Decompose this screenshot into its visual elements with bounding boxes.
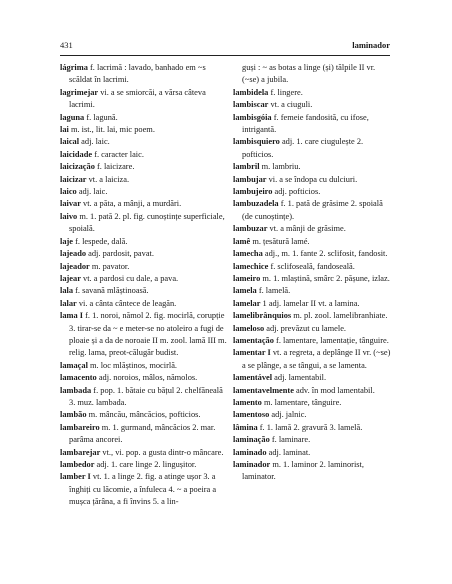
entry-headword: lamentar I	[233, 348, 271, 358]
dictionary-entry	[60, 360, 230, 372]
entry-headword: lamentação	[233, 335, 274, 345]
entry-headword: lambão	[60, 410, 87, 420]
entry-headword: lambada	[60, 385, 92, 395]
entry-headword: lamentável	[233, 373, 273, 383]
entry-headword: lâmina	[233, 422, 258, 432]
dictionary-entry	[233, 397, 393, 409]
dictionary-entry	[60, 112, 230, 124]
dictionary-entry	[233, 236, 393, 248]
dictionary-entry	[60, 149, 230, 161]
entry-headword: lameiro	[233, 273, 261, 283]
dictionary-entry	[233, 372, 393, 384]
dictionary-entry	[233, 347, 393, 372]
entry-definition: m. 1. pată 2. pl. fig. cunoștințe superficiale, spoială.	[69, 211, 225, 234]
dictionary-entry	[60, 261, 230, 273]
entry-headword: laminado	[233, 447, 267, 457]
entry-definition: f. laicizare.	[94, 162, 135, 172]
entry-definition: f. femeie fandosită, cu ifose, intrigantă.	[242, 112, 369, 135]
entry-headword: lambarejar	[60, 447, 101, 457]
dictionary-entry	[60, 248, 230, 260]
dictionary-entry	[60, 310, 230, 360]
dictionary-entry	[233, 409, 393, 421]
entry-headword: lajeador	[60, 261, 90, 271]
entry-headword: lambidela	[233, 87, 269, 97]
dictionary-entry	[60, 409, 230, 421]
entry-headword: lambisgóia	[233, 112, 272, 122]
entry-headword: lambareiro	[60, 422, 100, 432]
entry-definition: adj. 1. care ciugulește 2. pofticios.	[242, 137, 364, 159]
entry-definition: vi. a cânta cântece de leagăn.	[76, 298, 177, 308]
dictionary-entry	[233, 161, 393, 173]
entry-headword: lai	[60, 125, 69, 135]
dictionary-entry	[233, 136, 393, 161]
entry-definition: adj. prevăzut cu lamele.	[264, 323, 347, 333]
entry-definition: adj. laic.	[76, 187, 108, 197]
entry-headword: laicização	[60, 162, 95, 172]
dictionary-entry	[233, 434, 393, 446]
dictionary-entry	[233, 323, 393, 335]
dictionary-entry	[60, 422, 230, 447]
entry-definition: f. laminare.	[269, 435, 311, 445]
left-column	[60, 62, 230, 509]
entry-headword: lambril	[233, 162, 260, 172]
dictionary-entry	[233, 447, 393, 459]
dictionary-entry	[233, 248, 393, 260]
entry-headword: laivo	[60, 211, 78, 221]
entry-definition: vi. a se îndopa cu dulciuri.	[266, 174, 358, 184]
entry-definition: vt. a laiciza.	[86, 174, 130, 184]
dictionary-entry	[233, 198, 393, 223]
entry-headword: lamelibrânquios	[233, 311, 292, 321]
dictionary-entry	[60, 298, 230, 310]
dictionary-entry	[60, 124, 230, 136]
entry-headword: lambujar	[233, 174, 267, 184]
entry-headword: lama I	[60, 311, 84, 321]
entry-definition: 1 adj. lamelar II vt. a lamina.	[260, 298, 360, 308]
entry-definition: f. lagună.	[84, 112, 118, 122]
entry-headword: lamê	[233, 236, 251, 246]
dictionary-entry	[233, 87, 393, 99]
entry-headword: laical	[60, 137, 80, 147]
entry-definition: vi. a se smiorcăi, a vărsa câteva lacrimi.	[69, 87, 206, 110]
header-rule	[60, 55, 390, 56]
entry-definition: vt. a pardosi cu dale, a pava.	[80, 273, 179, 283]
entry-headword: lambiscar	[233, 100, 269, 110]
entry-definition: m. 1. laminor 2. laminorist, laminator.	[242, 460, 364, 482]
dictionary-entry	[233, 385, 393, 397]
entry-definition: adj., m. 1. fante 2. sclifosit, fandosit.	[262, 249, 388, 259]
dictionary-entry	[60, 198, 230, 210]
entry-headword: lamechice	[233, 261, 269, 271]
entry-headword: lamentoso	[233, 410, 270, 420]
dictionary-entry	[60, 161, 230, 173]
dictionary-entry	[233, 261, 393, 273]
dictionary-entry	[233, 99, 393, 111]
entry-headword: laicidade	[60, 149, 93, 159]
entry-headword: lambedor	[60, 460, 95, 469]
page-number: 431	[60, 40, 73, 50]
dictionary-entry	[233, 62, 393, 87]
entry-definition: m. 1. mlaștină, smârc 2. pășune, izlaz.	[260, 273, 390, 283]
entry-definition: m. pavator.	[89, 261, 130, 271]
dictionary-entry	[60, 285, 230, 297]
entry-definition: vt., vi. pop. a gusta dintr-o mâncare.	[100, 447, 224, 457]
entry-definition: m. țesătură lamé.	[250, 236, 310, 246]
entry-definition: adv. în mod lamentabil.	[293, 385, 375, 395]
entry-definition: vt. a păta, a mânji, a murdări.	[80, 199, 182, 209]
dictionary-entry	[60, 136, 230, 148]
entry-definition: f. lamentare, lamentație, tânguire.	[273, 335, 389, 345]
entry-definition: f. lamelă.	[256, 286, 291, 296]
dictionary-entry	[60, 211, 230, 236]
dictionary-entry	[60, 447, 230, 459]
entry-headword: lala	[60, 286, 74, 296]
entry-headword: lamber I	[60, 472, 91, 482]
entry-headword: lamento	[233, 397, 262, 407]
entry-headword: lamelar	[233, 298, 261, 308]
entry-headword: laminação	[233, 435, 270, 445]
entry-definition: adj. pofticios.	[272, 187, 321, 197]
entry-definition: adj. pardosit, pavat.	[86, 249, 154, 259]
entry-definition: f. lacrimă : lavado, banhado em ~s scăldat în lacrimi.	[69, 63, 206, 85]
entry-definition: f. sclifoseală, fandoseală.	[268, 261, 355, 271]
dictionary-entry	[60, 186, 230, 198]
entry-definition: vt. 1. a linge 2. fig. a atinge ușor 3. a înghiți cu lăcomie, a înfuleca 4. ~ a poeira a mușca țărâna, a fi învins 5. a lin-	[69, 472, 217, 507]
entry-headword: laico	[60, 187, 77, 197]
entry-headword: lamaçal	[60, 360, 88, 370]
entry-headword: lambujeiro	[233, 187, 273, 197]
entry-headword: laivar	[60, 199, 81, 209]
entry-definition: vt. a regreta, a deplânge II vr. (~se) a se plânge, a se tângui, a se lamenta.	[242, 348, 391, 370]
entry-definition: adj. laic.	[79, 137, 110, 147]
entry-headword: lágrima	[60, 63, 88, 72]
dictionary-entry	[60, 273, 230, 285]
entry-definition: f. pop. 1. bătaie cu bățul 2. chelfăneală 3. muz. lambada.	[69, 385, 223, 407]
dictionary-entry	[233, 223, 393, 235]
entry-definition: m. lambriu.	[259, 162, 301, 172]
dictionary-entry	[233, 174, 393, 186]
dictionary-entry	[60, 236, 230, 248]
entry-headword: laje	[60, 236, 74, 246]
entry-headword: lajear	[60, 273, 81, 283]
entry-definition: m. loc mlăștinos, mocirlă.	[87, 360, 178, 370]
dictionary-entry	[60, 471, 230, 508]
entry-definition: f. savană mlăștinoasă.	[73, 286, 149, 296]
entry-definition: guși : ~ as botas a linge (și) tălpile II vr. (~se) a jubila.	[242, 63, 376, 85]
entry-headword: lalar	[60, 298, 77, 308]
entry-headword: lamecha	[233, 249, 263, 259]
entry-definition: adj. noroios, mâlos, nămolos.	[96, 373, 198, 383]
dictionary-entry	[60, 62, 230, 87]
entry-definition: f. 1. pată de grăsime 2. spoială (de cunoștințe).	[242, 199, 383, 221]
entry-headword: lambuzadela	[233, 199, 279, 209]
entry-definition: m. ist., lit. lai, mic poem.	[68, 125, 155, 135]
entry-headword: lagrimejar	[60, 87, 99, 97]
entry-headword: lambuzar	[233, 224, 268, 234]
entry-definition: vt. a mânji de grăsime.	[267, 224, 346, 234]
right-column	[233, 62, 393, 484]
entry-headword: lameloso	[233, 323, 265, 333]
entry-headword: laguna	[60, 112, 85, 122]
page-header	[0, 40, 452, 54]
running-head: laminador	[352, 40, 390, 50]
dictionary-entry	[233, 285, 393, 297]
entry-definition: m. mâncău, mâncăcios, pofticios.	[86, 410, 201, 420]
dictionary-entry	[233, 422, 393, 434]
entry-headword: lamentavelmente	[233, 385, 294, 395]
dictionary-entry	[60, 174, 230, 186]
entry-definition: f. lespede, dală.	[73, 236, 128, 246]
dictionary-entry	[60, 385, 230, 410]
entry-definition: m. lamentare, tânguire.	[261, 397, 342, 407]
dictionary-entry	[233, 112, 393, 137]
entry-definition: adj. 1. care linge 2. lingușitor.	[94, 460, 197, 469]
entry-definition: f. caracter laic.	[92, 149, 144, 159]
entry-headword: laminador	[233, 460, 271, 469]
entry-definition: adj. jalnic.	[269, 410, 307, 420]
dictionary-entry	[233, 298, 393, 310]
dictionary-entry	[233, 186, 393, 198]
dictionary-entry	[233, 310, 393, 322]
entry-definition: f. 1. lamă 2. gravură 3. lamelă.	[257, 422, 363, 432]
entry-headword: lamela	[233, 286, 257, 296]
dictionary-entry	[233, 459, 393, 484]
dictionary-entry	[60, 459, 230, 471]
entry-headword: lamacento	[60, 373, 97, 383]
entry-definition: vt. a ciuguli.	[268, 100, 313, 110]
entry-definition: f. lingere.	[268, 87, 303, 97]
entry-headword: lambisquiero	[233, 137, 280, 147]
dictionary-entry	[233, 335, 393, 347]
dictionary-entry	[60, 372, 230, 384]
entry-definition: adj. lamentabil.	[272, 373, 327, 383]
entry-headword: laicizar	[60, 174, 87, 184]
dictionary-entry	[60, 87, 230, 112]
dictionary-entry	[233, 273, 393, 285]
entry-definition: adj. laminat.	[266, 447, 311, 457]
entry-definition: f. 1. noroi, nămol 2. fig. mocirlă, corupție 3. tirar-se da ~ e meter-se no atoleiro a fugi de ploaie și a da de noroaie II m. zool. lamă III m. relig. lama, preot-călugăr budist.	[69, 311, 227, 358]
entry-definition: m. 1. gurmand, mâncăcios 2. mar. parâma ancorei.	[69, 422, 216, 445]
entry-definition: m. pl. zool. lamelibranhiate.	[291, 311, 388, 321]
entry-headword: lajeado	[60, 249, 87, 259]
